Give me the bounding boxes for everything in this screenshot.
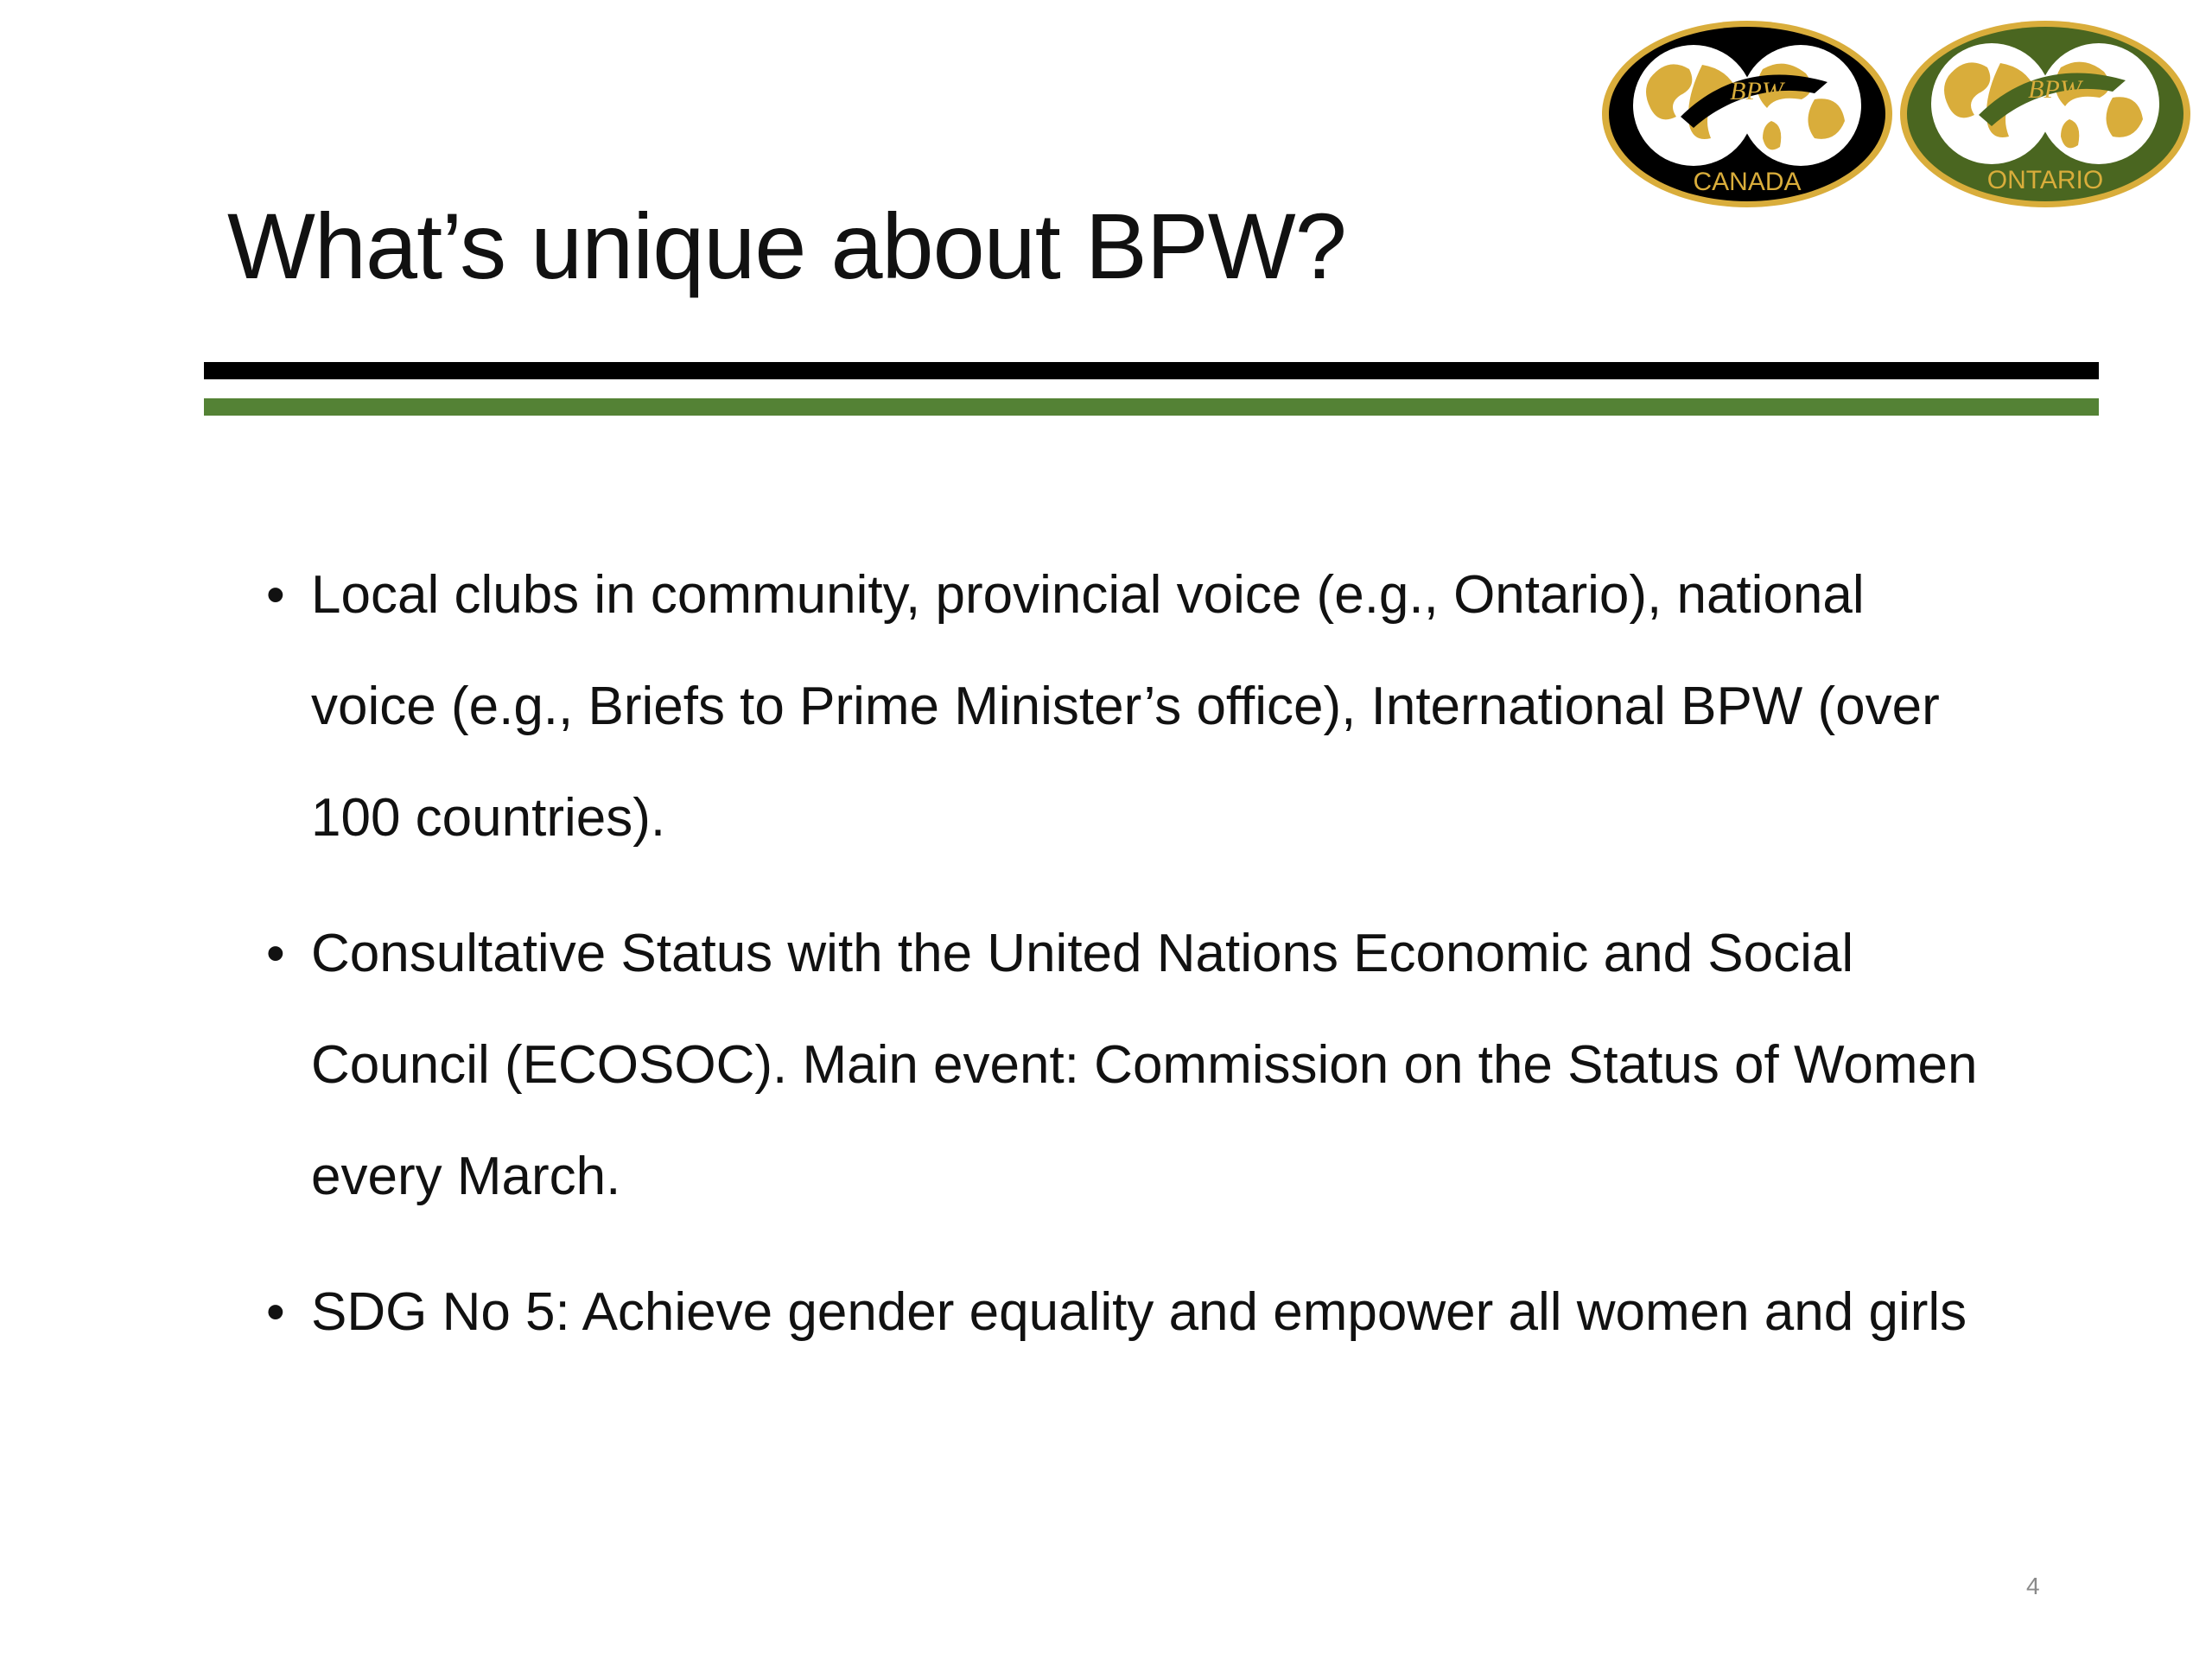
bullet-list — [259, 539, 1996, 1392]
title-rule-black — [204, 362, 2099, 379]
bullet-glyph: • — [266, 565, 285, 625]
bullet-text: Local clubs in community, provincial voice (e.g., Ontario), national voice (e.g., Briefs to Prime Minister’s office), International BPW (over 100 countries). — [311, 565, 1940, 848]
bullet-item — [259, 1256, 1996, 1368]
bullet-glyph: • — [266, 1282, 285, 1342]
bpw-ontario-logo-graphic — [1897, 17, 2195, 212]
canada-caption: CANADA — [1693, 168, 1802, 196]
bullet-glyph: • — [266, 924, 285, 983]
page-number: 4 — [2026, 1573, 2040, 1599]
bullet-text: Consultative Status with the United Nations Economic and Social Council (ECOSOC). Main event: Commission on the Status of Women every March. — [311, 924, 1978, 1206]
bpw-canada-logo-graphic — [1599, 17, 1897, 212]
title-rule-green — [204, 398, 2099, 416]
bullet-item — [259, 539, 1996, 874]
ontario-caption: ONTARIO — [1986, 166, 2104, 194]
bullet-text: SDG No 5: Achieve gender equality and empower all women and girls — [311, 1282, 1967, 1342]
slide-title: What’s unique about BPW? — [227, 194, 1346, 298]
bullet-item — [259, 898, 1996, 1232]
bpw-canada-logo — [1599, 17, 1897, 212]
bpw-ontario-logo — [1897, 17, 2195, 212]
canada-emblem-text: BPW — [1730, 77, 1783, 105]
ontario-emblem-text: BPW — [2028, 75, 2082, 104]
